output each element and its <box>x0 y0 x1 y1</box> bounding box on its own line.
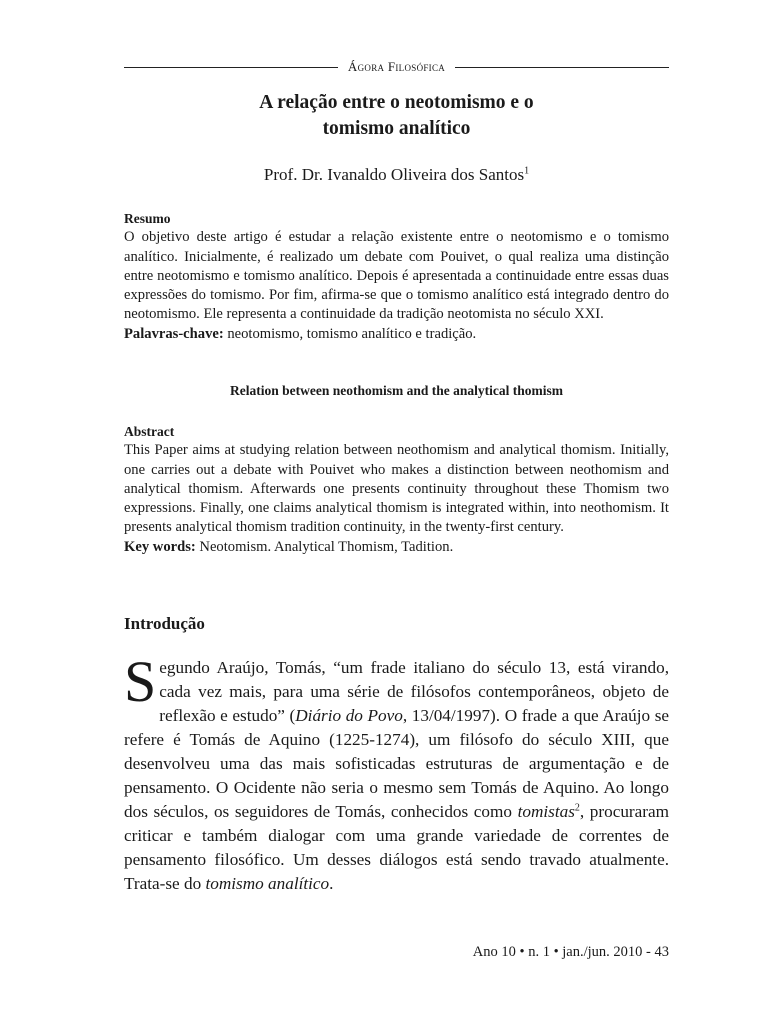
running-header <box>124 56 669 78</box>
author-line <box>124 165 669 185</box>
intro-footnote-ref: 2 <box>574 802 580 814</box>
drop-cap: S <box>124 649 157 714</box>
section-heading-introducao: Introdução <box>124 614 205 633</box>
abstract-keywords-text: Neotomism. Analytical Thomism, Tadition. <box>195 538 454 555</box>
intro-text-2: , 13/04/1997). O frade a que Araújo se refere é Tomás de Aquino (1225-1274), um filósofo do século XIII, que desenvolveu uma das mais sofisticadas estruturas de argumentação e de pensamento. O Ocidente não seria o mesmo sem Tomás de Aquino. Ao longo dos séculos, os seguidores de Tomás, conhecidos como <box>124 706 670 821</box>
resumo-keywords <box>124 325 669 344</box>
resumo-block <box>124 209 669 344</box>
resumo-keywords-label: Palavras-chave: <box>124 325 224 342</box>
article-title <box>124 90 669 142</box>
author-name: Prof. Dr. Ivanaldo Oliveira dos Santos <box>263 165 525 184</box>
header-rule-left <box>124 67 338 68</box>
abstract-keywords-label: Key words: <box>124 538 196 555</box>
intro-text-3: , procuraram criticar e também dialogar com uma grande variedade de correntes de pensamento filosófico. Um desses diálogos está sendo travado atualmente. Trata-se do <box>124 802 669 893</box>
resumo-text: O objetivo deste artigo é estudar a relação existente entre o neotomismo e o tomismo analítico. Inicialmente, é realizado um debate com Pouivet, o qual realiza uma distinção entre neotomismo e tomismo analítico. Depois é apresentada a continuidade entre essas duas expressões do tomismo. Por fim, afirma-se que o tomismo analítico está integrado dentro do neotomismo. Ele representa a continuidade da tradição neotomista no século XXI. <box>124 229 669 323</box>
author-footnote-ref: 1 <box>524 165 530 177</box>
intro-paragraph <box>124 649 670 896</box>
title-line-1: A relação entre o neotomismo e o <box>259 92 534 113</box>
intro-citation-source: Diário do Povo <box>295 706 403 725</box>
abstract-keywords <box>124 538 669 557</box>
intro-term-tomismo-analitico: tomismo analítico <box>205 874 330 893</box>
abstract-heading: Abstract <box>124 424 175 439</box>
resumo-keywords-text: neotomismo, tomismo analítico e tradição. <box>223 325 477 342</box>
resumo-heading: Resumo <box>124 211 171 226</box>
intro-text-end: . <box>329 874 334 893</box>
journal-name: Ágora Filosófica <box>347 59 446 74</box>
header-rule-right <box>455 67 669 68</box>
abstract-block <box>124 422 669 557</box>
title-line-2: tomismo analítico <box>322 118 471 139</box>
abstract-text: This Paper aims at studying relation between neothomism and analytical thomism. Initially, one carries out a debate with Pouivet who makes a distinction between neothomism and analytical thomism. Afterwards one presents continuity throughout these Thomism two expressions. Finally, one claims analytical thomism is integrated within, into neothomism. It presents analytical thomism tradition continuity, in the twenty-first century. <box>124 442 669 536</box>
page-footer: Ano 10 • n. 1 • jan./jun. 2010 - 43 <box>472 944 669 960</box>
english-title: Relation between neothomism and the analytical thomism <box>230 383 563 398</box>
intro-term-tomistas: tomistas <box>517 802 575 821</box>
intro-text-1: egundo Araújo, Tomás, “um frade italiano do século 13, está virando, cada vez mais, para uma série de filósofos contemporâneos, objeto de reflexão e estudo” ( <box>159 658 669 725</box>
